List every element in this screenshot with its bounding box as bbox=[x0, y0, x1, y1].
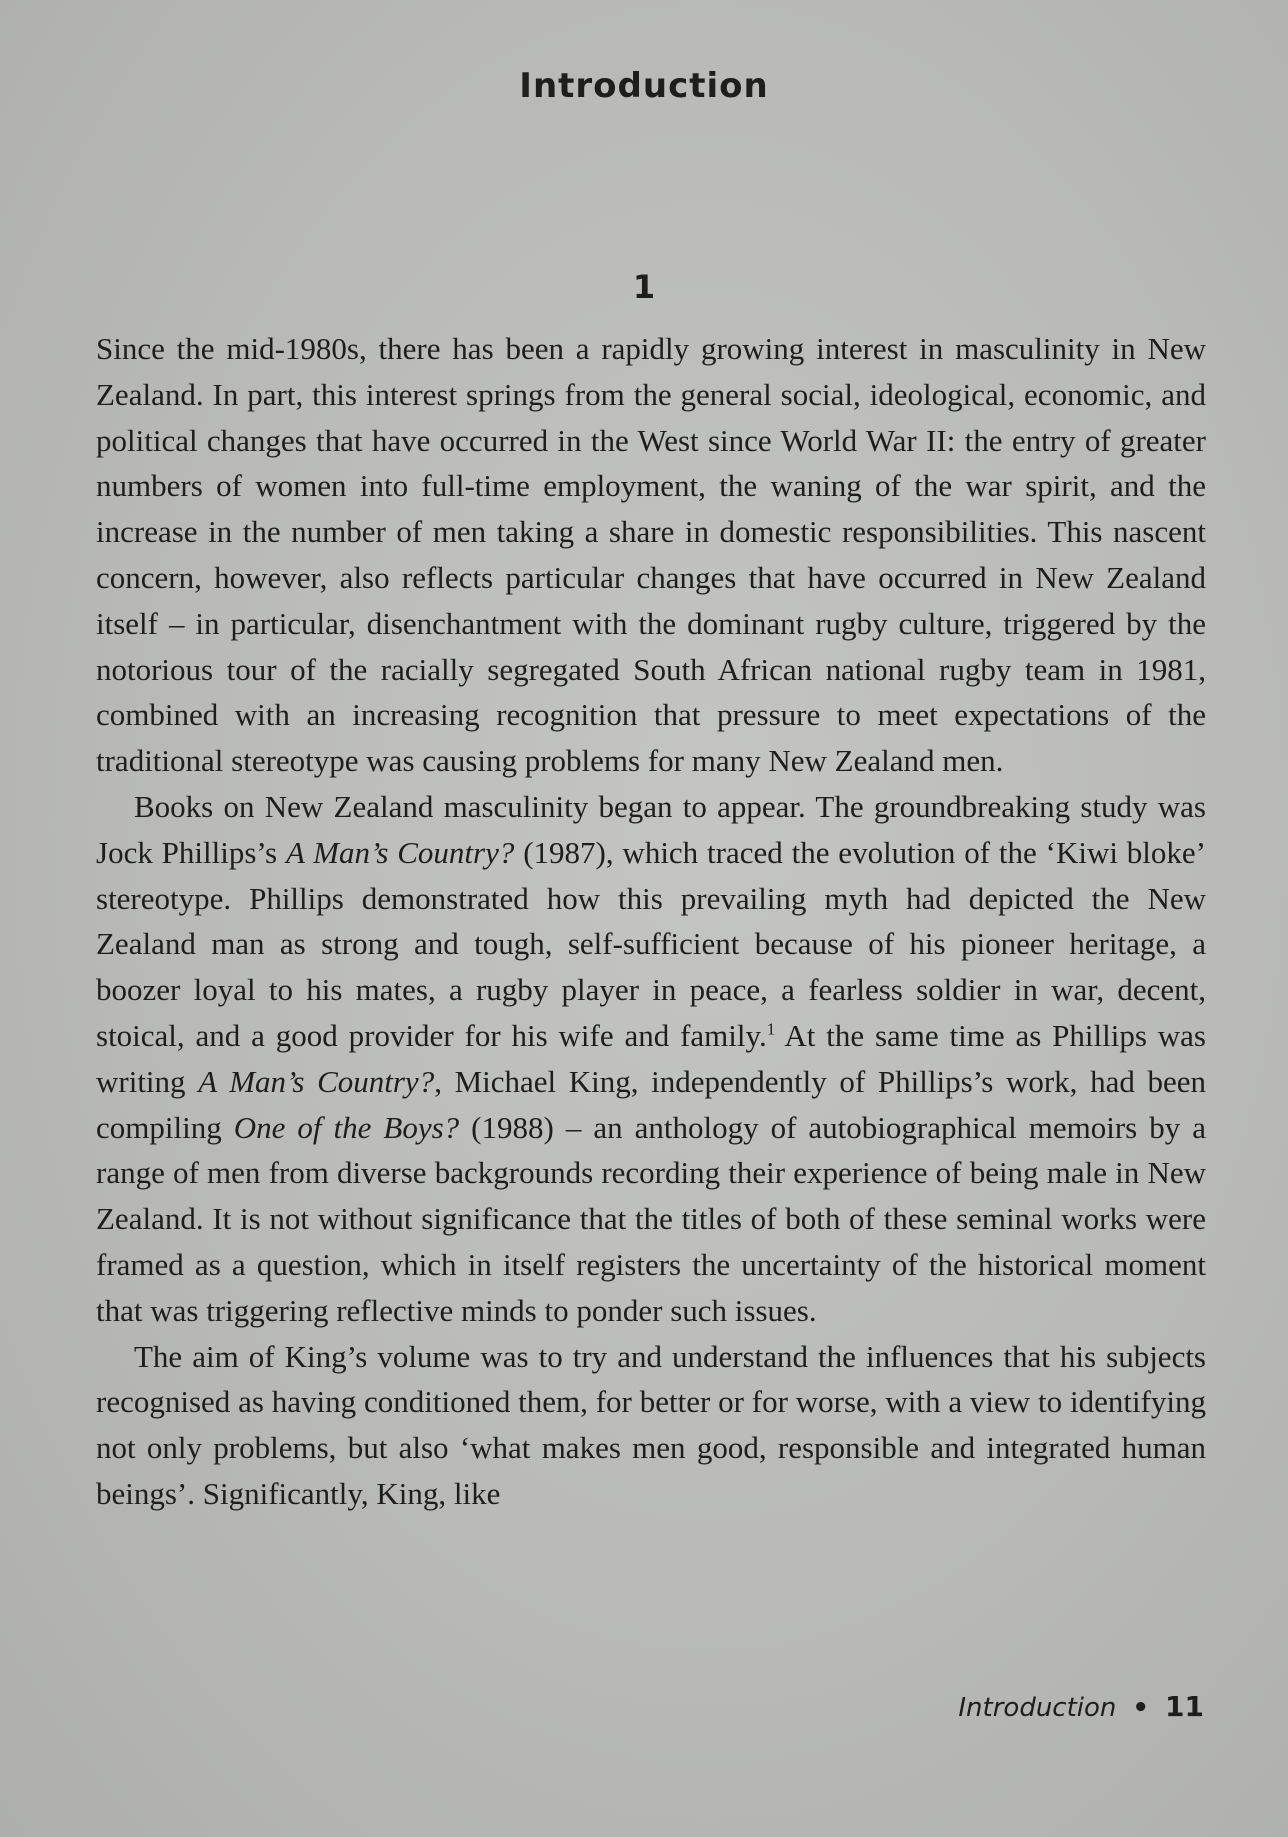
text-run: Since the mid-1980s, there has been a rapidly growing interest in masculinity in New Zealand. In part, this interest springs from the general social, ideological, economic, and political changes that have occurred in the West since World War II: the entry of greater numbers of women into full-time employment, the waning of the war spirit, and the increase in the number of men taking a share in domestic responsibilities. This nascent concern, however, also reflects particular changes that have occurred in New Zealand itself – in particular, disenchantment with the dominant rugby culture, triggered by the notorious tour of the racially segregated South African national rugby team in 1981, combined with an increasing recognition that pressure to meet expectations of the traditional stereotype was causing problems for many New Zealand men. bbox=[96, 331, 1206, 779]
text-run: , Michael King, independently of Phillips’s work, had been compiling bbox=[96, 1063, 1206, 1145]
paragraph bbox=[96, 1334, 1206, 1517]
section-number: 1 bbox=[632, 268, 656, 306]
text-run: Books on New Zealand masculinity began to appear. The groundbreaking study was Jock Phillips’s bbox=[96, 788, 1206, 870]
page-footer bbox=[958, 1690, 1204, 1723]
book-title: A Man’s Country? bbox=[198, 1063, 435, 1099]
paragraph bbox=[96, 326, 1206, 784]
book-title: A Man’s Country? bbox=[285, 834, 515, 870]
text-run: (1988) – an anthology of autobiographical memoirs by a range of men from diverse backgrounds recording their experience of being male in New Zealand. It is not without significance that the titles of both of these seminal works were framed as a question, which in itself registers the uncertainty of the historical moment that was triggering reflective minds to ponder such issues. bbox=[96, 1109, 1207, 1328]
paragraph bbox=[96, 784, 1206, 1334]
text-run: The aim of King’s volume was to try and understand the influences that his subjects recognised as having conditioned them, for better or for worse, with a view to identifying not only problems, but also ‘what makes men good, responsible and integrated human beings’. Significantly, King, like bbox=[96, 1338, 1206, 1511]
chapter-title: Introduction bbox=[519, 66, 769, 106]
text-run: (1987), which traced the evolution of the ‘Kiwi bloke’ stereotype. Phillips demonstrated how this prevailing myth had depicted the New Zealand man as strong and tough, self-sufficient because of his pioneer heritage, a boozer loyal to his mates, a rugby player in peace, a fearless soldier in war, decent, stoical, and a good provider for his wife and family. bbox=[96, 834, 1206, 1053]
footer-bullet: • bbox=[1132, 1693, 1150, 1723]
book-title: One of the Boys? bbox=[233, 1109, 460, 1145]
text-run: At the same time as Phillips was writing bbox=[96, 1017, 1206, 1099]
page-number: 11 bbox=[1165, 1690, 1204, 1723]
body-text bbox=[96, 326, 1206, 1517]
running-head: Introduction bbox=[958, 1693, 1117, 1723]
footnote-marker: 1 bbox=[766, 1019, 776, 1039]
